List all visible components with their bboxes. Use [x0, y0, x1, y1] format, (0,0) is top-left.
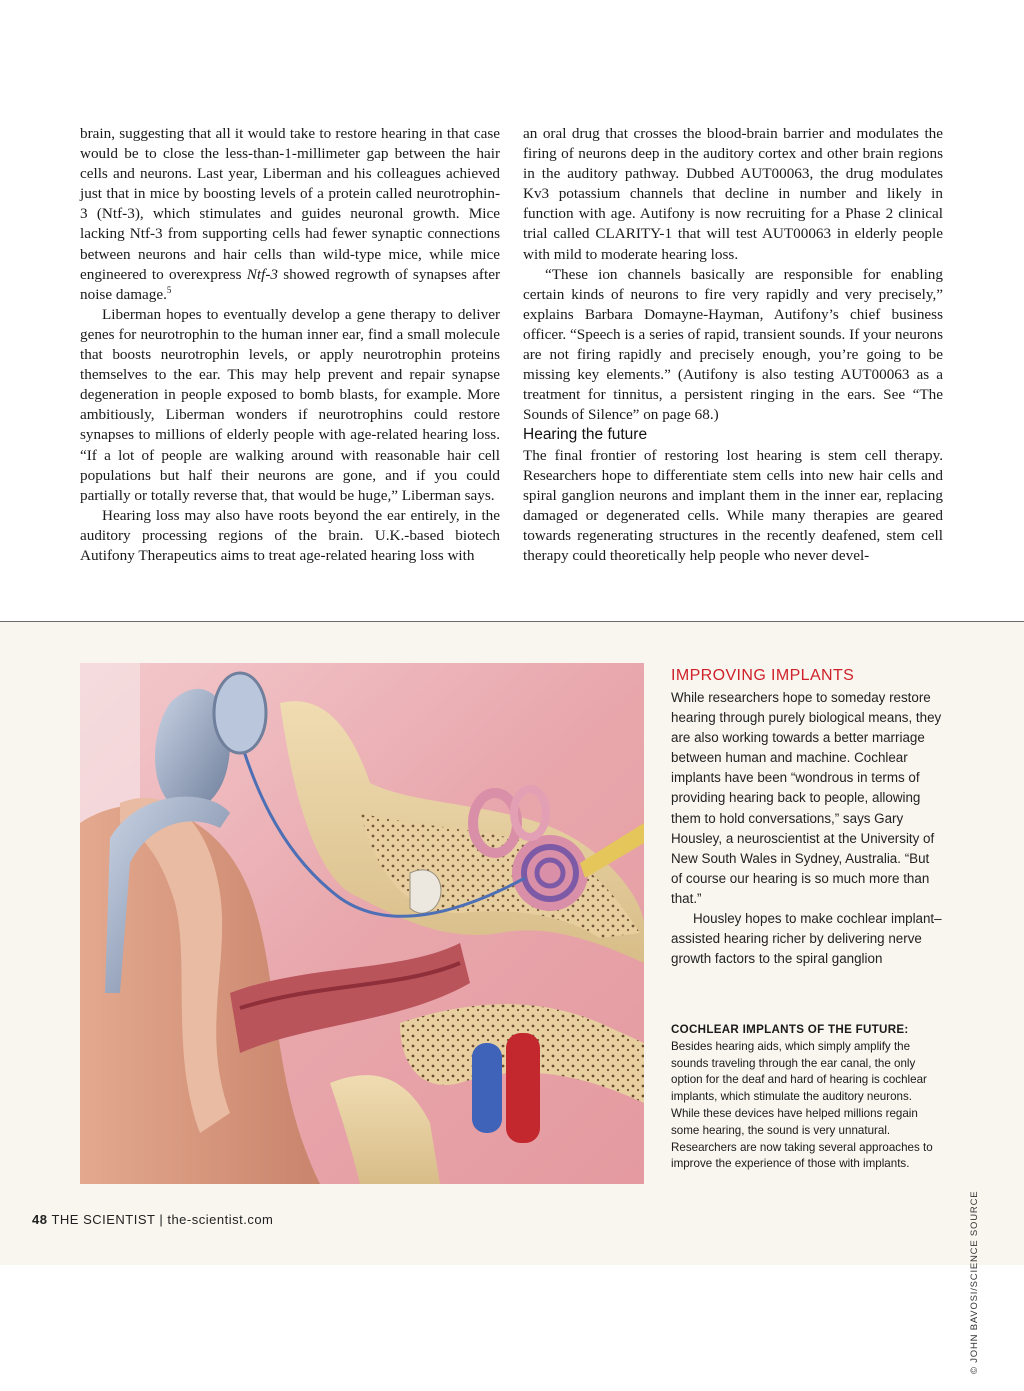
- section-subhead: Hearing the future: [523, 426, 648, 444]
- paragraph: an oral drug that crosses the blood-brain barrier and modulates the firing of neurons deep in the auditory cortex and other brain regions in the auditory pathway. Dubbed AUT00063, the drug modulates Kv3 potassium channels that decline in number and likely in function with age. Autifony is now recruiting for a Phase 2 clinical trial called CLARITY-1 that will test AUT00063 in elderly people with mild to moderate hearing loss.: [523, 125, 943, 263]
- paragraph: Liberman hopes to eventually develop a gene therapy to deliver genes for neurotrophin to the human inner ear, find a small molecule that boosts neurotrophin levels, or apply neurotrophin proteins themselves to the ear. This may help prevent and repair synapse degeneration in people exposed to bomb blasts, for example. More ambitiously, Liberman wonders if neurotrophins could restore synapses to millions of elderly people with age-related hearing loss. “If a lot of people are walking around with reasonable hair cell populations but half their neurons are gone, and if you could partially or totally reverse that, that would be huge,” Liberman says.: [80, 305, 500, 504]
- sidebar-paragraph: Housley hopes to make cochlear implant–assisted hearing richer by delivering nerve growth factors to the spiral ganglion: [671, 911, 942, 967]
- reference-marker: 5: [166, 284, 172, 295]
- sidebar-box: [671, 666, 943, 969]
- sidebar-title: IMPROVING IMPLANTS: [671, 667, 855, 684]
- article-column-right: [523, 124, 943, 566]
- paragraph: [80, 124, 500, 305]
- paragraph-text: showed regrowth of synapses after noise damage.: [80, 265, 501, 303]
- paragraph: “These ion channels basically are responsible for enabling certain kinds of neurons to fire very rapidly and very precisely,” explains Barbara Domayne-Hayman, Autifony’s chief business officer. “Speech is a series of rapid, transient sounds. If your neurons are not firing rapidly and precisely enough, you’re going to be missing key elements.” (Autifony is also testing AUT00063 as a treatment for tinnitus, a persistent ringing in the ears. See “The Sounds of Silence” on page 68.): [523, 265, 943, 424]
- sidebar-paragraph: While researchers hope to someday restore hearing through purely biological means, they are also working towards a better marriage between human and machine. Cochlear implants have been “wondrous in terms of providing hearing back to people, allowing them to hold conversations,” says Gary Housley, a neuroscientist at the University of New South Wales in Sydney, Australia. “But of course our hearing is so much more than that.”: [671, 690, 942, 906]
- paragraph-text: brain, suggesting that all it would take to restore hearing in that case would be to close the less-than-1-millimeter gap between the hair cells and neurons. Last year, Liberman and his colleagues achieved just that in mice by boosting levels of a protein called neurotrophin-3 (Ntf-3), which stimulates and guides neuronal growth. Mice lacking Ntf-3 from supporting cells had fewer synaptic connections between neurons and hair cells than wild-type mice, while mice engineered to overexpress: [80, 125, 500, 283]
- gene-name: Ntf-3: [246, 265, 278, 283]
- page-number: 48: [32, 1212, 48, 1227]
- sidebar-section: [0, 622, 1024, 1374]
- ear-illustration: [80, 663, 644, 1184]
- credit-text: © JOHN BAVOSI/SCIENCE SOURCE: [969, 1190, 980, 1374]
- caption-heading: COCHLEAR IMPLANTS OF THE FUTURE:: [671, 1023, 909, 1036]
- article-section: [0, 0, 1024, 622]
- caption-text: Besides hearing aids, which simply amplify the sounds traveling through the ear canal, the only option for the deaf and hard of hearing is cochlear implants, which stimulate the auditory neurons. While these devices have helped millions regain some hearing, the sound is very unnatural. Researchers are now taking several approaches to improve the experience of those with implants.: [671, 1039, 933, 1171]
- photo-credit: [969, 1191, 985, 1391]
- figure-caption: [671, 1022, 943, 1173]
- publication-name: THE SCIENTIST | the-scientist.com: [51, 1212, 274, 1227]
- cochlear-implant-illustration: [80, 663, 644, 1184]
- paragraph: The final frontier of restoring lost hearing is stem cell therapy. Researchers hope to differentiate stem cells into new hair cells and spiral ganglion neurons and implant them in the inner ear, replacing damaged or degenerated cells. While many therapies are geared towards regenerating structures in the recently deafened, stem cell therapy could theoretically help people who never devel-: [523, 446, 943, 564]
- paragraph: Hearing loss may also have roots beyond the ear entirely, in the auditory processing regions of the brain. U.K.-based biotech Autifony Therapeutics aims to treat age-related hearing loss with: [80, 506, 500, 564]
- page-footer: [32, 1212, 273, 1227]
- article-column-left: [80, 124, 500, 566]
